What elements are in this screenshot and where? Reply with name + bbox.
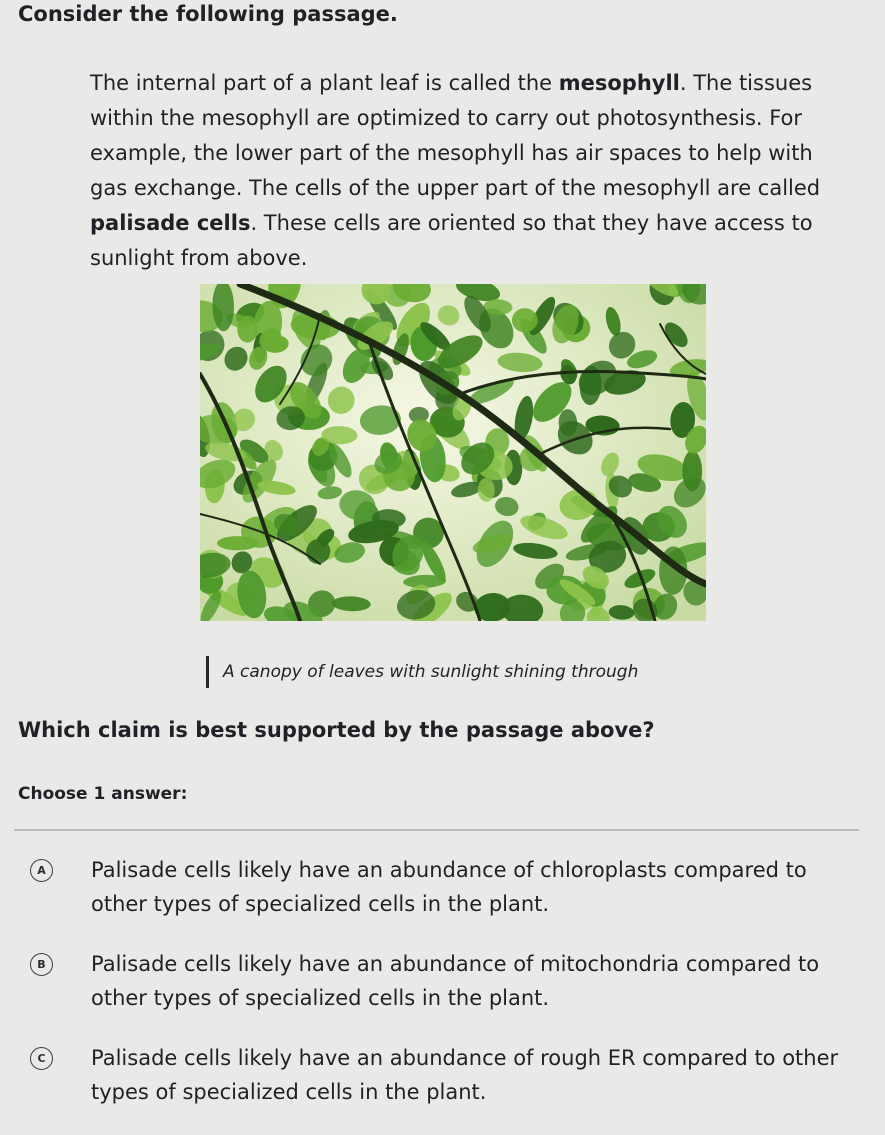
choice-a-text: Palisade cells likely have an abundance of chloroplasts compared to other types of specialized cells in the plant. <box>91 858 807 916</box>
choice-c[interactable] <box>30 1041 850 1109</box>
passage-term-mesophyll: mesophyll <box>558 71 680 95</box>
choice-a[interactable] <box>30 853 850 921</box>
choice-b-radio[interactable]: B <box>30 953 53 976</box>
passage-text: The internal part of a plant leaf is called the <box>90 71 559 95</box>
choice-a-radio[interactable]: A <box>30 859 53 882</box>
leaf-canopy-photo <box>200 284 706 621</box>
choice-c-text: Palisade cells likely have an abundance of rough ER compared to other types of specialized cells in the plant. <box>91 1046 839 1104</box>
intro-heading: Consider the following passage. <box>18 2 398 26</box>
divider <box>14 829 859 831</box>
passage-text: . The tissues within the mesophyll are optimized to carry out photosynthesis. For example, the lower part of the mesophyll has air spaces to help with gas exchange. The cells of the upper part of the mesophyll are called <box>90 71 821 200</box>
choice-c-radio[interactable]: C <box>30 1047 53 1070</box>
choice-b[interactable] <box>30 947 850 1015</box>
question-prompt: Which claim is best supported by the passage above? <box>18 718 655 742</box>
choose-label: Choose 1 answer: <box>18 784 188 804</box>
leaf-shape <box>217 536 258 550</box>
passage-term-palisade-cells: palisade cells <box>90 211 251 235</box>
choice-b-text: Palisade cells likely have an abundance of mitochondria compared to other types of specialized cells in the plant. <box>91 952 820 1010</box>
figure-caption: A canopy of leaves with sunlight shining through <box>206 656 638 688</box>
passage <box>90 66 830 276</box>
passage-text: . These cells are oriented so that they have access to sunlight from above. <box>90 211 813 270</box>
leaf-canopy-illustration <box>200 284 706 621</box>
